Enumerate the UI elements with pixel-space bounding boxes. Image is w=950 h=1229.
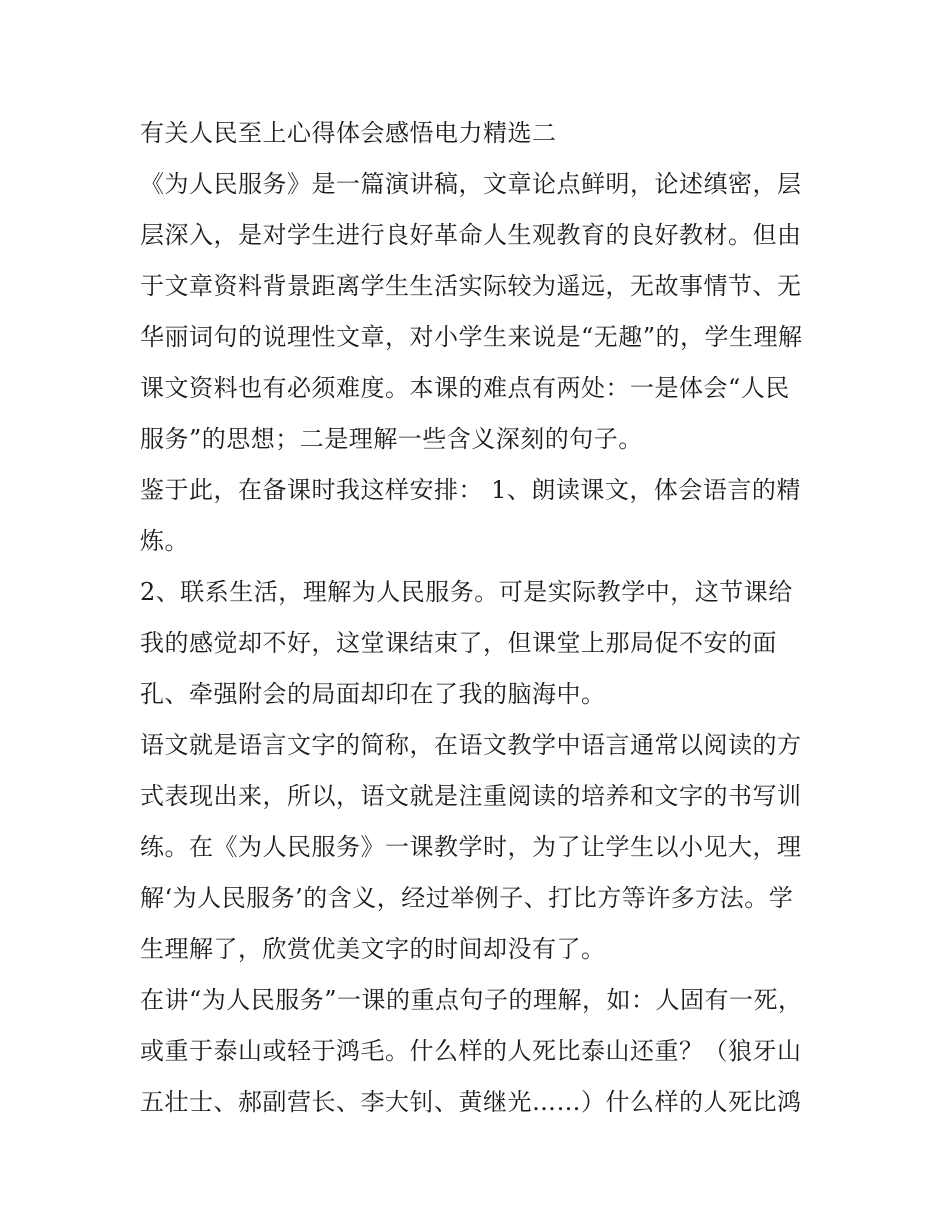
text-line: 于文章资料背景距离学生生活实际较为遥远，无故事情节、无 [140, 272, 802, 300]
text-line: 在讲“为人民服务”一课的重点句子的理解，如：人固有一死， [140, 986, 803, 1014]
text-line: 炼。 [140, 527, 189, 555]
document-body [140, 108, 820, 1128]
text-line: 鉴于此，在备课时我这样安排： 1、朗读课文，体会语言的精 [140, 476, 801, 504]
text-line: 孔、牵强附会的局面却印在了我的脑海中。 [140, 680, 606, 708]
text-line: 式表现出来，所以，语文就是注重阅读的培养和文字的书写训 [140, 782, 802, 810]
text-line: 我的感觉却不好，这堂课结束了，但课堂上那局促不安的面 [140, 629, 777, 657]
text-line: 或重于泰山或轻于鸿毛。什么样的人死比泰山还重？（狼牙山 [140, 1037, 802, 1065]
text-line: 语文就是语言文字的简称，在语文教学中语言通常以阅读的方 [140, 731, 802, 759]
text-line: 服务”的思想；二是理解一些含义深刻的句子。 [140, 425, 643, 453]
text-line: 生理解了，欣赏优美文字的时间却没有了。 [140, 935, 606, 963]
text-line: 五壮士、郝副营长、李大钊、黄继光……）什么样的人死比鸿 [140, 1088, 802, 1116]
text-line: 层深入，是对学生进行良好革命人生观教育的良好教材。但由 [140, 221, 802, 249]
text-line: 课文资料也有必须难度。本课的难点有两处：一是体会“人民 [140, 374, 790, 402]
document-title: 有关人民至上心得体会感悟电力精选二 [140, 119, 557, 147]
text-line: 《为人民服务》是一篇演讲稿，文章论点鲜明，论述缜密，层 [140, 170, 802, 198]
text-line: 解‘为人民服务’的含义，经过举例子、打比方等许多方法。学 [140, 884, 794, 912]
text-line: 练。在《为人民服务》一课教学时，为了让学生以小见大，理 [140, 833, 802, 861]
text-line: 2、联系生活，理解为人民服务。可是实际教学中，这节课给 [140, 578, 793, 606]
text-line: 华丽词句的说理性文章，对小学生来说是“无趣”的，学生理解 [140, 323, 803, 351]
